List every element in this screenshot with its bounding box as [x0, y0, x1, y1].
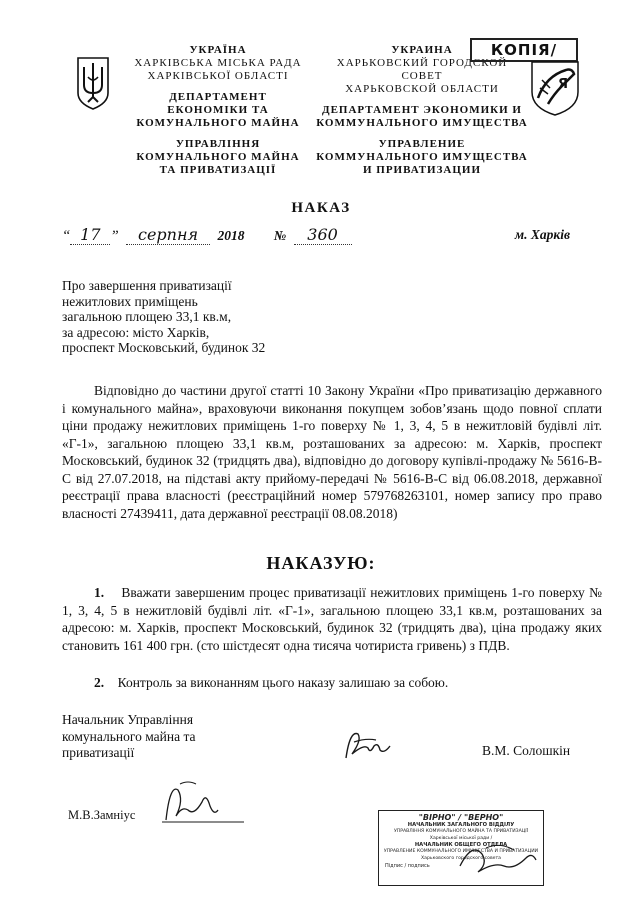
handwritten-signature-icon: [340, 724, 400, 770]
header-right-council-1: ХАРЬКОВСКИЙ ГОРОДСКОЙ: [336, 57, 508, 69]
stamp-line-1: "ВІРНО" / "ВЕРНО": [418, 813, 504, 822]
header-right: [312, 44, 532, 177]
item-2-text: Контроль за виконанням цього наказу залишаю за собою.: [117, 675, 449, 690]
header-right-dept-1: ДЕПАРТАМЕНТ ЭКОНОМИКИ И: [322, 104, 522, 116]
header-left-office-1: УПРАВЛІННЯ: [175, 138, 261, 150]
header-right-council-2: СОВЕТ: [401, 70, 443, 82]
order-date-line: “ 17 ” серпня 2018 № 360 м. Харків: [62, 225, 570, 244]
header-left-dept-2: ЕКОНОМІКИ ТА: [167, 104, 269, 116]
stamp-line-3: УПРАВЛІННЯ КОМУНАЛЬНОГО МАЙНА ТА ПРИВАТИЗАЦІЇ: [393, 829, 529, 834]
subject-line-3: загальною площею 33,1 кв.м,: [62, 309, 232, 324]
header-left-country: УКРАЇНА: [189, 44, 247, 56]
header-right-council-3: ХАРЬКОВСКОЙ ОБЛАСТИ: [345, 83, 499, 95]
stamp-line-6: УПРАВЛЕНИЕ КОММУНАЛЬНОГО ИМУЩЕСТВА И ПРИВАТИЗАЦИИ: [383, 849, 539, 854]
header-left-council-1: ХАРКІВСЬКА МІСЬКА РАДА: [134, 57, 302, 69]
header-left-council-2: ХАРКІВСЬКОЇ ОБЛАСТІ: [147, 70, 289, 82]
order-item-1: [62, 584, 602, 654]
city-emblem-icon: [528, 58, 582, 118]
executor-signature-icon: [158, 776, 248, 832]
item-1-number: 1.: [94, 585, 105, 600]
subject-line-4: за адресою: місто Харків,: [62, 324, 210, 340]
coat-of-arms-icon: [75, 55, 111, 111]
header-left-office-3: ТА ПРИВАТИЗАЦІЇ: [159, 164, 277, 176]
order-day: 17: [70, 226, 110, 245]
position-line-3: приватизації: [62, 745, 135, 760]
order-subject: [62, 278, 342, 356]
subject-line-2: нежитлових приміщень: [62, 293, 198, 309]
subject-line-1: Про завершення приватизації: [62, 278, 232, 293]
header-left-dept-3: КОМУНАЛЬНОГО МАЙНА: [136, 117, 300, 129]
stamp-line-5: НАЧАЛЬНИК ОБЩЕГО ОТДЕЛА: [414, 842, 508, 848]
order-month: серпня: [126, 226, 210, 245]
position-line-2: комунального майна та: [62, 728, 196, 744]
header-right-country: УКРАИНА: [391, 44, 453, 56]
order-number: 360: [294, 226, 352, 245]
order-year: 2018: [217, 228, 245, 243]
position-line-1: Начальник Управління: [62, 712, 194, 727]
stamp-line-2: НАЧАЛЬНИК ЗАГАЛЬНОГО ВІДДІЛУ: [407, 822, 515, 828]
subject-line-5: проспект Московський, будинок 32: [62, 340, 266, 355]
signatory-name: В.М. Солошкін: [482, 743, 571, 758]
header-left: [128, 44, 308, 177]
stamp-line-8: Підпис / подпись: [385, 863, 430, 869]
header-left-office-2: КОМУНАЛЬНОГО МАЙНА: [136, 151, 300, 163]
stamp-line-7: Харьковского городского совета: [421, 855, 501, 861]
order-item-2: [62, 674, 602, 692]
svg-text:Я: Я: [558, 77, 569, 92]
order-directive: НАКАЗУЮ:: [266, 553, 376, 573]
signatory-position: [62, 712, 282, 762]
header-right-office-3: И ПРИВАТИЗАЦИИ: [362, 164, 482, 176]
executor-name: М.В.Замніус: [68, 808, 136, 822]
order-preamble: Відповідно до частини другої статті 10 Закону України «Про приватизацію державного і комунального майна», враховуючи виконання покупцем зобов’язань щодо повної сплати ціни продажу нежитлових приміщень 1-го поверху № 1, 3, 4, 5 в нежитловій будівлі літ. «Г-1», загальною площею 33,1 кв.м, розташованих за адресою: м. Харків, проспект Московський, будинок 32 (тридцять два), відповідно до договору купівлі-продажу № 5616-В-С від 27.07.2018, на підставі акту прийому-передачі № 5616-В-С від 06.08.2018, державної реєстрації права власності (реєстраційний номер 579768263101, номер запису про право власності 27439411, дата державної реєстрації 08.08.2018): [62, 383, 602, 521]
stamp-line-4: Харківської міської ради /: [429, 835, 493, 841]
header-right-office-1: УПРАВЛЕНИЕ: [378, 138, 466, 150]
item-2-number: 2.: [94, 675, 105, 690]
header-left-dept-1: ДЕПАРТАМЕНТ: [169, 91, 267, 103]
header-right-office-2: КОММУНАЛЬНОГО ИМУЩЕСТВА: [316, 151, 528, 163]
stamp-signature-icon: [456, 836, 540, 882]
order-number-label: №: [273, 228, 287, 243]
order-title: НАКАЗ: [291, 200, 351, 216]
order-city: м. Харків: [514, 227, 570, 242]
item-1-text: Вважати завершеним процес приватизації нежитлових приміщень 1-го поверху № 1, 3, 4, 5 в нежитловій будівлі літ. «Г-1», загальною площею 33,1 кв.м, розташованих за адресою: м. Харків, проспект Московський, будинок 32 (тридцять два), ціна продажу яких становить 161 400 грн. (сто шістдесят одна тисяча чотириста гривень) з ПДВ.: [62, 585, 603, 653]
copy-stamp: КОПІЯ/: [470, 38, 578, 62]
header-right-dept-2: КОММУНАЛЬНОГО ИМУЩЕСТВА: [316, 117, 528, 129]
